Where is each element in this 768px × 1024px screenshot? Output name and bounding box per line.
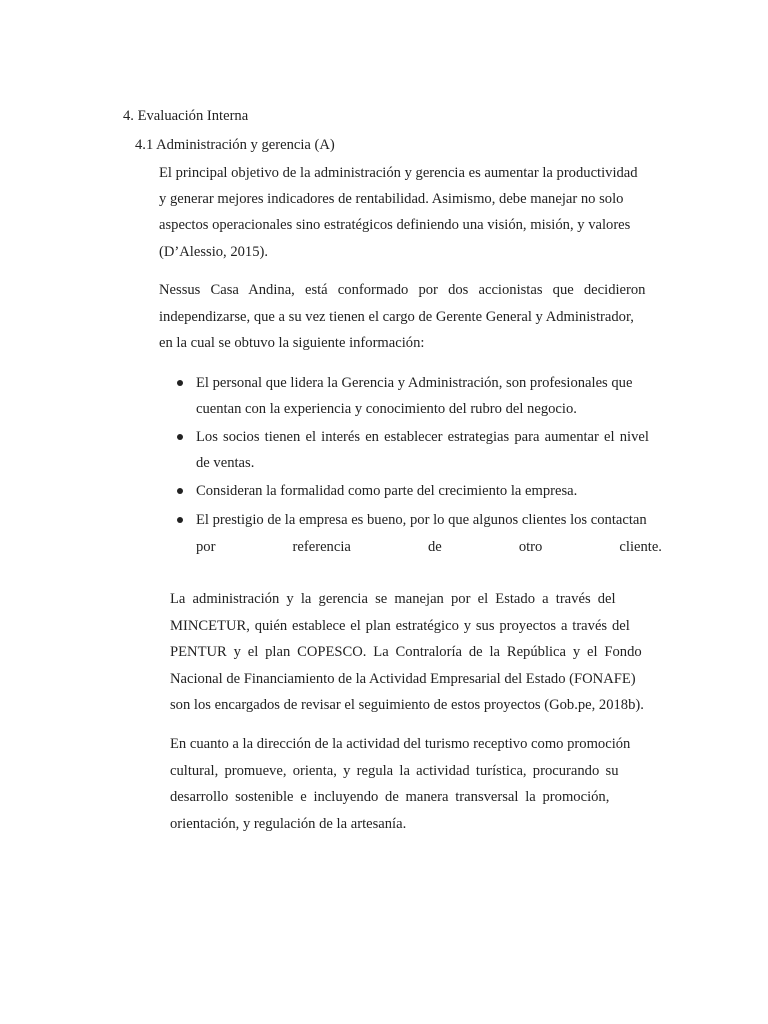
paragraph-line: MINCETUR, quién establece el plan estratégico y sus proyectos a través del [170,618,630,634]
paragraph-line: independizarse, que a su vez tienen el cargo de Gerente General y Administrador, [159,309,634,325]
paragraph-line: y generar mejores indicadores de rentabilidad. Asimismo, debe manejar no solo [159,191,624,207]
paragraph-line: (D’Alessio, 2015). [159,244,269,260]
subsection-heading: 4.1 Administración y gerencia (A) [135,137,335,153]
bullet-dot-icon [177,380,183,386]
paragraph-line: desarrollo sostenible e incluyendo de manera transversal la promoción, [170,789,610,805]
bullet-line-spread: por referencia de otro cliente. [196,539,662,555]
bullet-line: El personal que lidera la Gerencia y Administración, son profesionales que [196,375,633,391]
bullet-dot-icon [177,434,183,440]
paragraph-line: aspectos operacionales sino estratégicos definiendo una visión, misión, y valores [159,217,631,233]
paragraph-line: La administración y la gerencia se manejan por el Estado a través del [170,591,616,607]
paragraph-line: Nacional de Financiamiento de la Actividad Empresarial del Estado (FONAFE) [170,671,636,687]
paragraph-line: El principal objetivo de la administración y gerencia es aumentar la productividad [159,165,638,181]
paragraph-line: orientación, y regulación de la artesanía. [170,816,407,832]
bullet-line: de ventas. [196,455,255,471]
bullet-line: Los socios tienen el interés en establecer estrategias para aumentar el nivel [196,429,649,445]
paragraph-line: En cuanto a la dirección de la actividad del turismo receptivo como promoción [170,736,631,752]
bullet-line: El prestigio de la empresa es bueno, por lo que algunos clientes los contactan [196,512,647,528]
paragraph-line: cultural, promueve, orienta, y regula la actividad turística, procurando su [170,763,619,779]
bullet-dot-icon [177,488,183,494]
paragraph-line: son los encargados de revisar el seguimiento de estos proyectos (Gob.pe, 2018b). [170,697,644,713]
bullet-line: Consideran la formalidad como parte del crecimiento la empresa. [196,483,578,499]
bullet-line: cuentan con la experiencia y conocimiento del rubro del negocio. [196,401,577,417]
bullet-dot-icon [177,517,183,523]
paragraph-line: Nessus Casa Andina, está conformado por dos accionistas que decidieron [159,282,646,298]
paragraph-line: PENTUR y el plan COPESCO. La Contraloría de la República y el Fondo [170,644,642,660]
section-heading: 4. Evaluación Interna [123,108,249,124]
paragraph-line: en la cual se obtuvo la siguiente información: [159,335,425,351]
